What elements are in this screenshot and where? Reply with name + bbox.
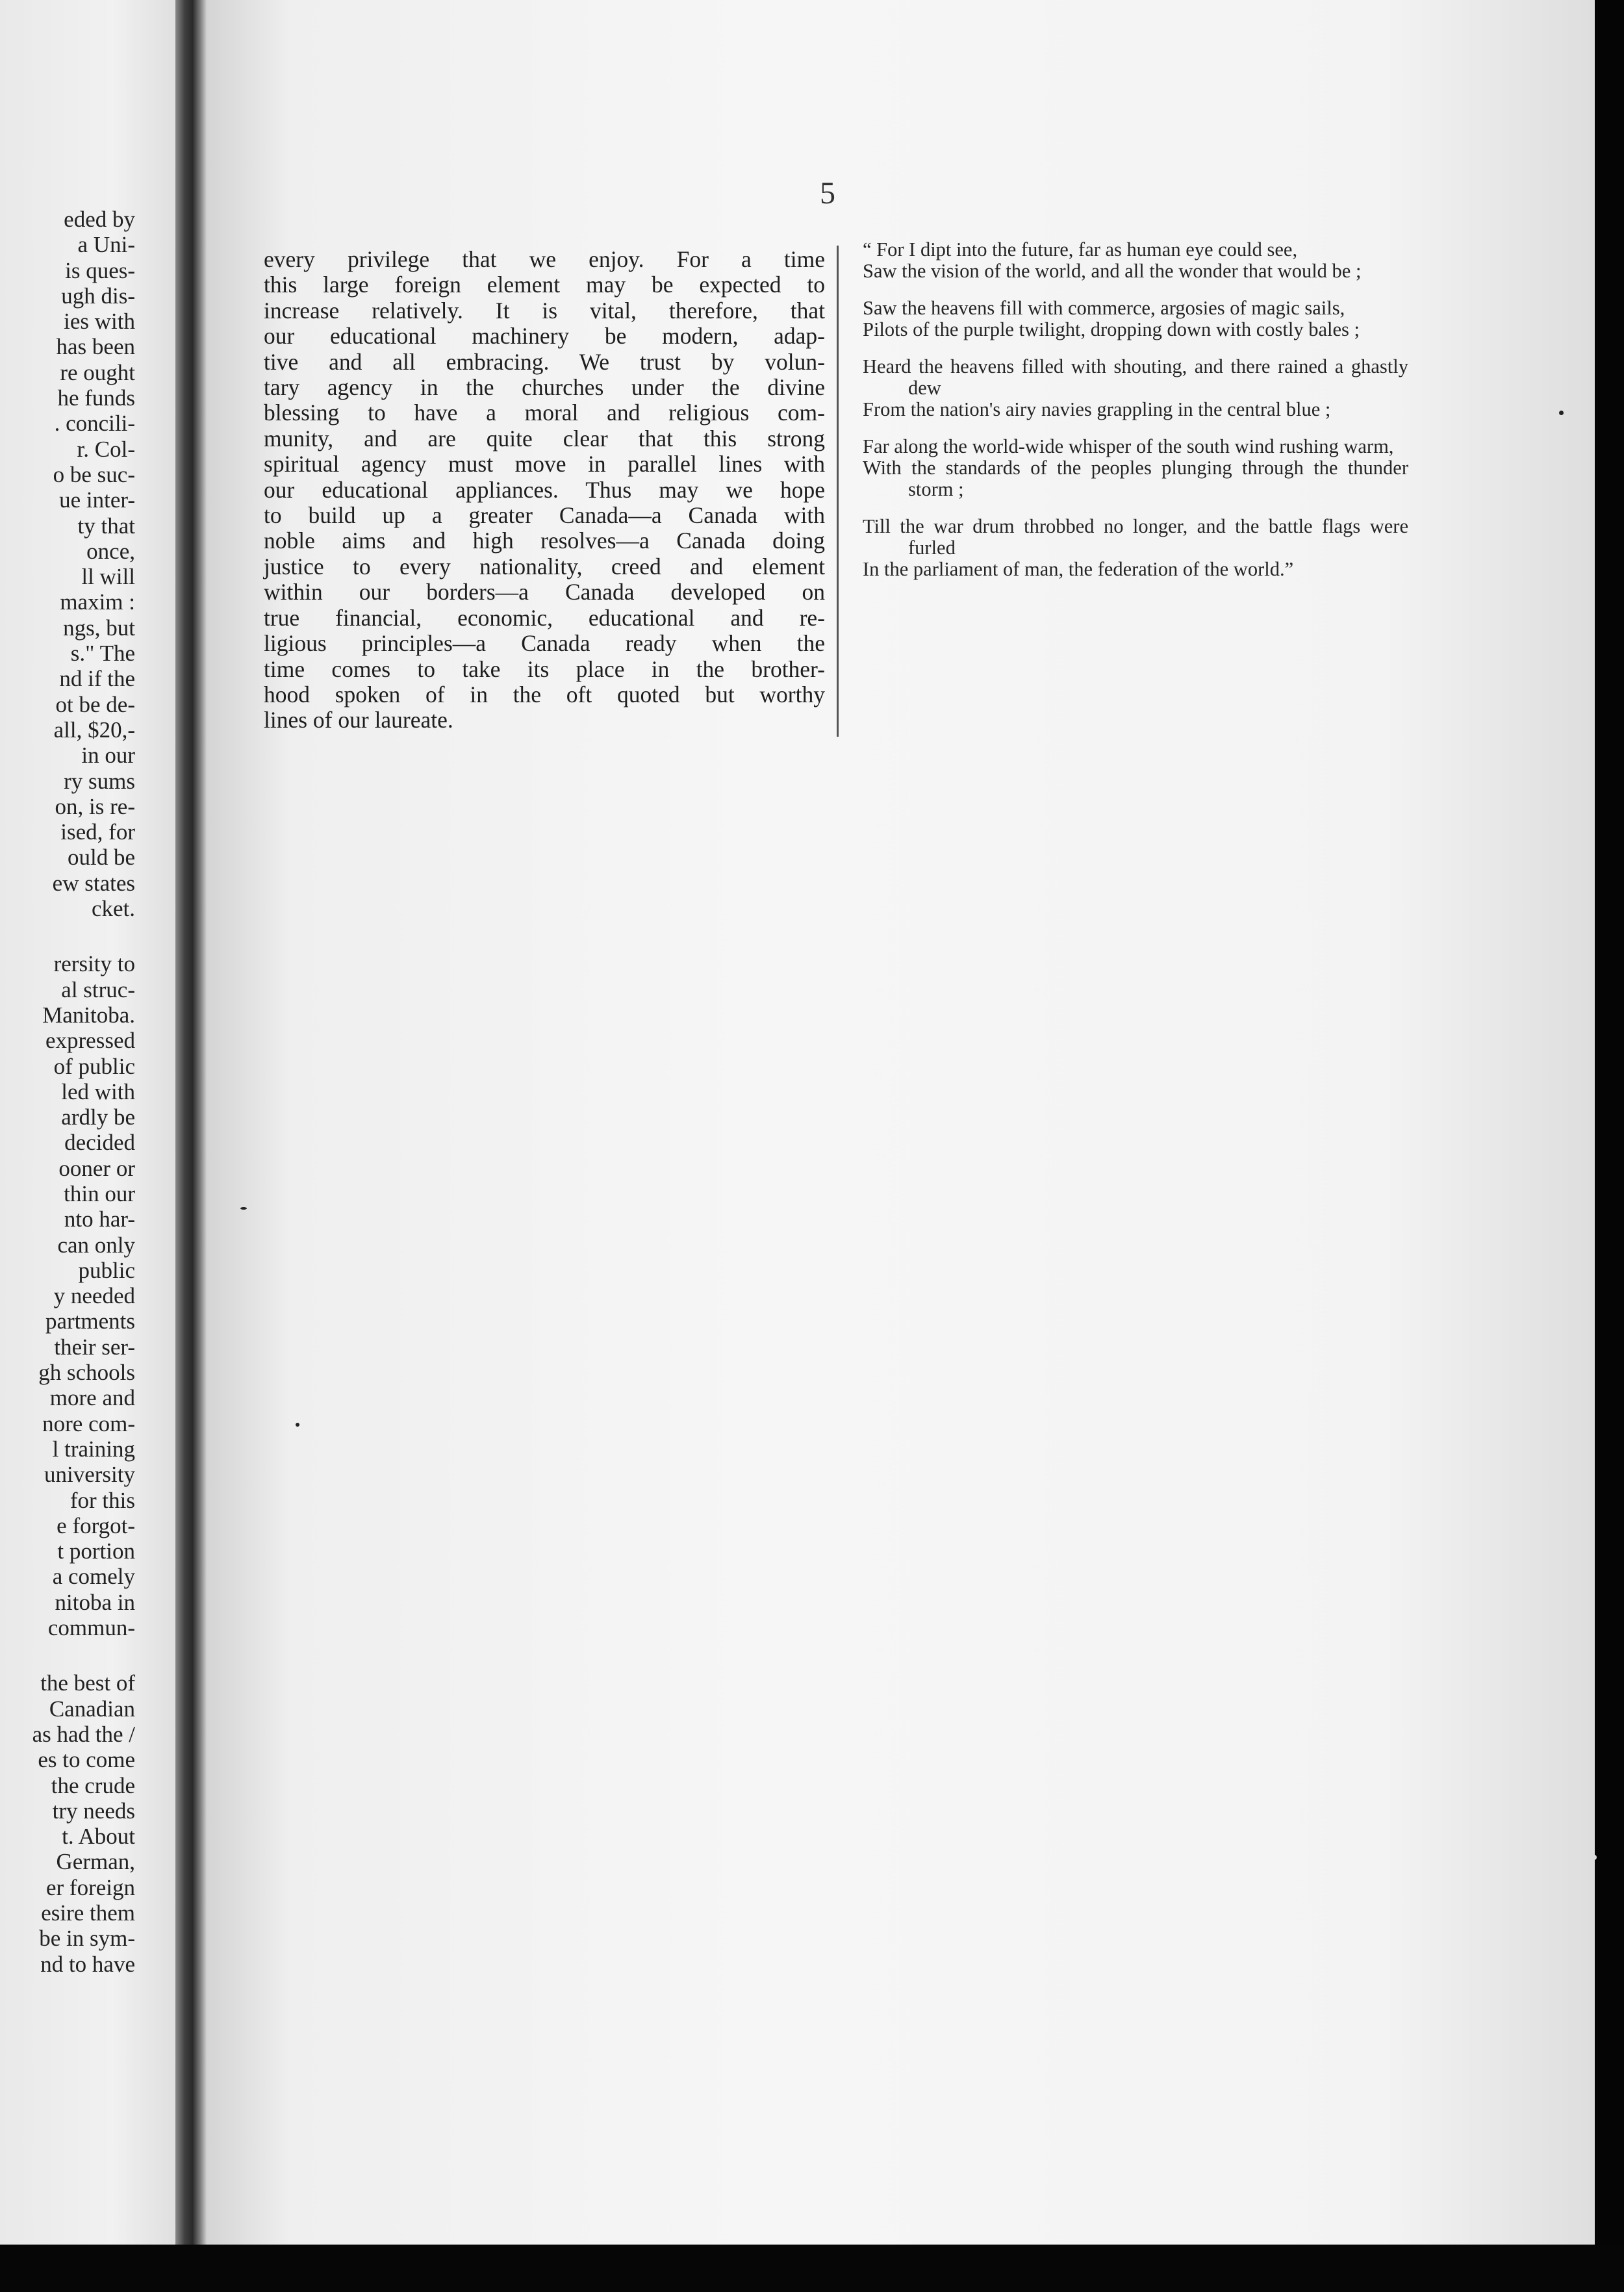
facing-page-line: re ought: [60, 359, 135, 385]
facing-page-line: t portion: [57, 1538, 135, 1564]
article-line: to build up a greater Canada—a Canada with: [264, 502, 825, 529]
facing-page-line: ised, for: [60, 819, 135, 845]
article-line: our educational machinery be modern, adap-: [264, 323, 825, 350]
article-line: justice to every nationality, creed and element: [264, 553, 825, 579]
binding-gutter: [175, 0, 207, 2245]
article-line: time comes to take its place in the brother-: [264, 656, 825, 682]
facing-page-line: a comely: [52, 1564, 135, 1590]
facing-page-line: university: [44, 1462, 135, 1488]
poem-line: Till the war drum throbbed no longer, and the battle flags were furled: [863, 515, 1408, 559]
facing-page-text: [0, 207, 135, 1977]
poem-stanza: [863, 298, 1408, 340]
poem-stanza: [863, 516, 1408, 580]
facing-page-line: led with: [61, 1078, 135, 1104]
article-line: blessing to have a moral and religious com-: [264, 400, 825, 426]
facing-page-line: ould be: [67, 845, 135, 871]
article-line: true financial, economic, educational and re-: [264, 604, 825, 631]
facing-page-line: commun-: [47, 1615, 135, 1641]
facing-page-line: . concili-: [54, 411, 135, 437]
scan-speck: [1592, 1855, 1597, 1860]
facing-page-line: all, $20,-: [53, 717, 135, 743]
facing-page-line: partments: [45, 1308, 135, 1334]
article-line: ligious principles—a Canada ready when the: [264, 630, 825, 657]
facing-page-line: Canadian: [49, 1696, 135, 1722]
facing-page-line: ardly be: [61, 1104, 135, 1130]
facing-page-line: nd to have: [40, 1951, 135, 1977]
article-line: lines of our laureate.: [264, 707, 453, 733]
facing-page-line: public: [78, 1257, 135, 1283]
facing-page-line: ies with: [64, 309, 135, 335]
scan-border-bottom: [0, 2245, 1624, 2292]
article-column: [264, 247, 825, 733]
facing-page-line: t. About: [62, 1824, 135, 1850]
facing-page-line: eded by: [64, 207, 135, 232]
facing-page-line: once,: [86, 538, 135, 564]
facing-page-line: nore com-: [42, 1410, 135, 1436]
facing-page-line: al struc-: [61, 976, 135, 1002]
scan-border-right: [1595, 0, 1624, 2292]
facing-page-line: he funds: [57, 385, 135, 411]
facing-page-line: Manitoba.: [42, 1002, 135, 1028]
poem-line: “ For I dipt into the future, far as human eye could see,: [863, 238, 1298, 261]
facing-page-fragment: [0, 0, 187, 2245]
facing-page-line: ll will: [81, 564, 135, 590]
facing-page-line: for this: [70, 1487, 135, 1513]
article-line: noble aims and high resolves—a Canada doing: [264, 528, 825, 554]
article-line: increase relatively. It is vital, therefore, that: [264, 297, 825, 324]
article-line: this large foreign element may be expected to: [264, 272, 825, 298]
column-rule: [837, 246, 839, 737]
facing-page-line: their ser-: [54, 1334, 135, 1360]
facing-page-line: ue inter-: [59, 487, 135, 513]
article-line: every privilege that we enjoy. For a time: [264, 246, 825, 272]
poem-line: In the parliament of man, the federation of the world.”: [863, 558, 1294, 580]
poem-stanza: [863, 356, 1408, 420]
facing-page-line: l training: [52, 1436, 135, 1462]
article-line: hood spoken of in the oft quoted but worthy: [264, 681, 825, 707]
facing-page-line: decided: [64, 1130, 135, 1156]
poem-stanza: [863, 239, 1408, 282]
article-line: tive and all embracing. We trust by volun-: [264, 348, 825, 375]
facing-page-line: the crude: [51, 1772, 135, 1798]
poem-line: Far along the world-wide whisper of the south wind rushing warm,: [863, 435, 1394, 457]
article-line: our educational appliances. Thus may we hope: [264, 476, 825, 503]
facing-page-line: expressed: [45, 1028, 135, 1054]
facing-page-line: ew states: [52, 870, 135, 896]
facing-page-line: nto har-: [64, 1206, 135, 1232]
facing-page-line: maxim :: [60, 589, 135, 615]
facing-page-line: thin our: [64, 1180, 135, 1206]
paragraph-gap: [0, 1640, 135, 1670]
facing-page-line: a Uni-: [77, 232, 135, 258]
facing-page-line: in our: [81, 743, 135, 769]
facing-page-line: the best of: [40, 1670, 135, 1696]
facing-page-line: more and: [49, 1385, 135, 1411]
article-line: tary agency in the churches under the divine: [264, 374, 825, 401]
facing-page-line: rersity to: [53, 951, 135, 977]
article-line: within our borders—a Canada developed on: [264, 579, 825, 605]
facing-page-line: o be suc-: [53, 461, 135, 487]
facing-page-line: nitoba in: [55, 1589, 135, 1615]
facing-page-line: ty that: [77, 513, 135, 539]
facing-page-line: of public: [53, 1053, 135, 1079]
paragraph-gap: [0, 921, 135, 951]
article-line: munity, and are quite clear that this strong: [264, 425, 825, 452]
scan-speck: [1559, 411, 1564, 415]
facing-page-line: e forgot-: [57, 1512, 135, 1538]
facing-page-line: ot be de-: [55, 691, 135, 717]
poem-line: From the nation's airy navies grappling in the central blue ;: [863, 398, 1331, 420]
facing-page-line: German,: [56, 1849, 135, 1875]
article-line: spiritual agency must move in parallel lines with: [264, 451, 825, 478]
poem-line: Saw the heavens fill with commerce, argosies of magic sails,: [863, 297, 1345, 319]
facing-page-line: cket.: [91, 896, 135, 922]
poem-line: Saw the vision of the world, and all the wonder that would be ;: [863, 260, 1362, 282]
facing-page-line: nd if the: [59, 666, 135, 692]
scan-speck: [296, 1423, 299, 1427]
facing-page-line: er foreign: [45, 1874, 135, 1900]
poem-line: Pilots of the purple twilight, dropping down with costly bales ;: [863, 318, 1360, 340]
facing-page-line: as had the /: [32, 1721, 135, 1747]
facing-page-line: ooner or: [58, 1155, 135, 1181]
facing-page-line: ngs, but: [63, 615, 135, 641]
facing-page-line: r. Col-: [77, 436, 135, 462]
facing-page-line: gh schools: [38, 1360, 135, 1386]
facing-page-line: has been: [56, 334, 135, 360]
facing-page-line: try needs: [52, 1798, 135, 1824]
facing-page-line: on, is re-: [55, 793, 135, 819]
facing-page-line: is ques-: [65, 257, 135, 283]
poem-stanza: [863, 436, 1408, 500]
poem-quotation: [863, 239, 1408, 596]
facing-page-line: y needed: [53, 1283, 135, 1309]
facing-page-line: ugh dis-: [61, 283, 135, 309]
poem-line: Heard the heavens filled with shouting, and there rained a ghastly dew: [863, 355, 1408, 399]
poem-line: With the standards of the peoples plunging through the thunder storm ;: [863, 457, 1408, 500]
facing-page-line: s." The: [70, 641, 135, 667]
facing-page-line: es to come: [38, 1747, 135, 1773]
page-number: 5: [820, 176, 835, 210]
facing-page-line: can only: [57, 1232, 135, 1258]
facing-page-line: be in sym-: [39, 1926, 135, 1952]
facing-page-line: ry sums: [64, 768, 135, 794]
scan-speck: [240, 1207, 247, 1210]
facing-page-line: esire them: [41, 1900, 135, 1926]
